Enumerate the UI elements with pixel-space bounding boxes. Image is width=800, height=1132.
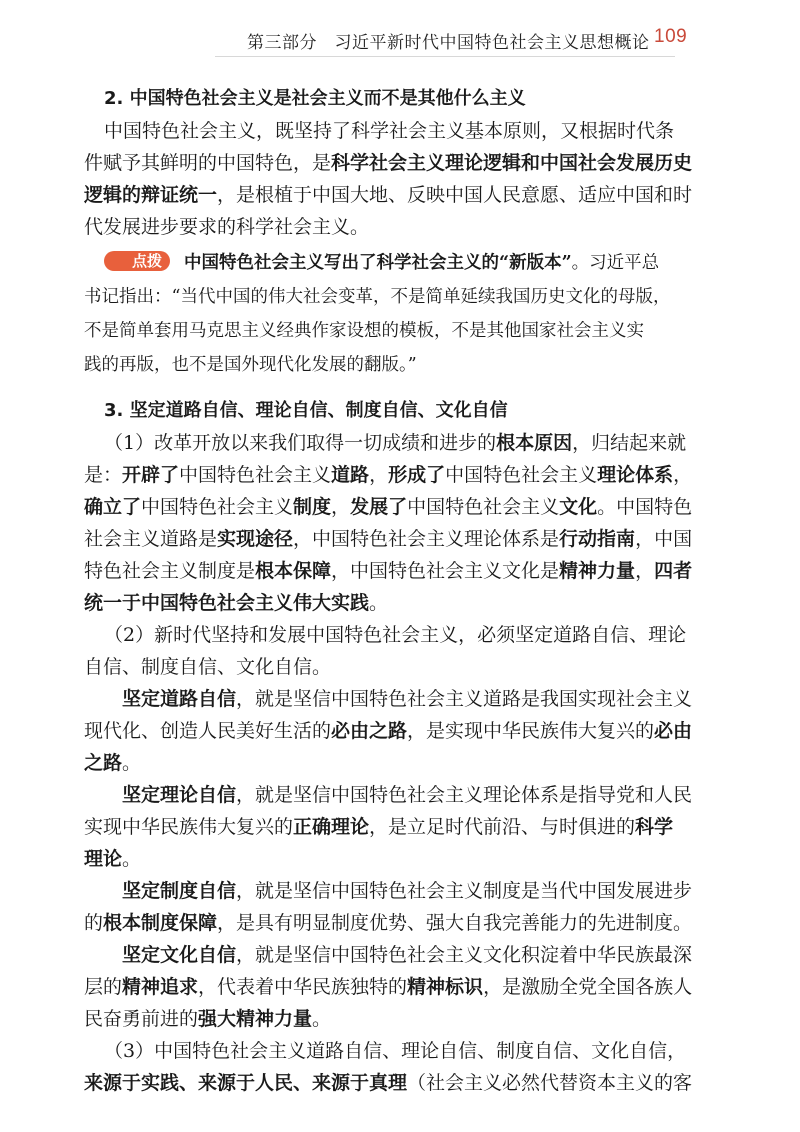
running-header xyxy=(0,22,800,56)
paragraph-line xyxy=(84,587,668,619)
text-run: （3）中国特色社会主义道路自信、理论自信、制度自信、文化自信， xyxy=(104,1040,687,1062)
text-run: 。 xyxy=(369,592,389,614)
bold-run: 精神标识 xyxy=(407,976,484,998)
paragraph-line xyxy=(84,811,674,843)
bold-run: 之路 xyxy=(84,752,123,774)
bold-run: 正确理论 xyxy=(293,816,370,838)
text-run: 中国特色社会主义 xyxy=(179,464,332,486)
bold-run: 来源于实践、来源于人民、来源于真理 xyxy=(84,1072,408,1094)
text-run: 。习近平总 xyxy=(571,253,660,273)
paragraph-line xyxy=(84,779,693,811)
tip-line xyxy=(84,314,668,348)
bold-run: 形成了 xyxy=(388,464,446,486)
bold-run: 理论 xyxy=(84,848,123,870)
section-2-heading: 2. 中国特色社会主义是社会主义而不是其他什么主义 xyxy=(104,88,526,109)
bold-run: 强大精神力量 xyxy=(198,1008,313,1030)
bold-run: 科学 xyxy=(635,816,674,838)
text-run: （社会主义必然代替资本主义的客 xyxy=(407,1072,693,1094)
bold-run: 文化 xyxy=(559,496,598,518)
text-run: 中国特色社会主义 xyxy=(445,464,598,486)
text-run: ，是立足时代前沿、与时俱进的 xyxy=(369,816,636,838)
paragraph-line xyxy=(84,907,693,939)
bold-run: 坚定理论自信 xyxy=(122,784,237,806)
paragraph-line xyxy=(84,747,668,779)
bold-run: 精神力量 xyxy=(559,560,636,582)
text-run: （1）改革开放以来我们取得一切成绩和进步的 xyxy=(104,432,497,454)
text-run: 。 xyxy=(312,1008,332,1030)
bold-run: 逻辑的辩证统一 xyxy=(84,184,218,206)
tip-line xyxy=(84,348,668,382)
bold-run: 开辟了 xyxy=(122,464,180,486)
paragraph-line xyxy=(84,1003,668,1035)
tip-badge: 点拨 xyxy=(104,251,170,271)
text-run: ， xyxy=(369,464,389,486)
bold-run: 坚定制度自信 xyxy=(122,880,237,902)
text-run: ，就是坚信中国特色社会主义道路是我国实现社会主义 xyxy=(236,688,693,710)
paragraph-line xyxy=(84,843,668,875)
text-run: ，是根植于中国大地、反映中国人民意愿、适应中国和时 xyxy=(217,184,693,206)
text-run: 特色社会主义制度是 xyxy=(84,560,256,582)
bold-run: 中国特色社会主义写出了科学社会主义的“新版本” xyxy=(184,253,572,273)
text-run: ，是激励全党全国各族人 xyxy=(483,976,693,998)
tip-line xyxy=(84,246,668,280)
text-run: 书记指出：“当代中国的伟大社会变革，不是简单延续我国历史文化的母版， xyxy=(84,287,671,307)
paragraph-line xyxy=(84,683,693,715)
text-run: 。 xyxy=(122,752,142,774)
text-run: ，是具有明显制度优势、强大自我完善能力的先进制度。 xyxy=(217,912,693,934)
text-run: 代发展进步要求的科学社会主义。 xyxy=(84,216,370,238)
tip-box xyxy=(84,246,671,382)
text-run: ， xyxy=(673,464,693,486)
bold-run: 根本制度保障 xyxy=(103,912,218,934)
bold-run: 行动指南 xyxy=(559,528,636,550)
bold-run: 发展了 xyxy=(350,496,408,518)
paragraph-line xyxy=(84,1067,693,1099)
paragraph-line xyxy=(84,971,693,1003)
bold-run: 精神追求 xyxy=(122,976,199,998)
tip-line xyxy=(84,280,671,314)
text-run: ， xyxy=(331,496,351,518)
bold-run: 统一于中国特色社会主义伟大实践 xyxy=(84,592,370,614)
section-2 xyxy=(84,83,693,243)
bold-run: 根本保障 xyxy=(255,560,332,582)
bold-run: 制度 xyxy=(293,496,332,518)
text-run: ，是实现中华民族伟大复兴的 xyxy=(407,720,655,742)
header-title: 第三部分 习近平新时代中国特色社会主义思想概论 xyxy=(247,33,650,53)
paragraph-line xyxy=(84,555,693,587)
paragraph-line xyxy=(84,211,668,243)
text-run: 实现中华民族伟大复兴的 xyxy=(84,816,294,838)
text-run: 社会主义道路是 xyxy=(84,528,218,550)
text-run: ，就是坚信中国特色社会主义文化积淀着中华民族最深 xyxy=(236,944,693,966)
text-run: ，归结起来就 xyxy=(572,432,687,454)
bold-run: 必由 xyxy=(654,720,693,742)
section-3 xyxy=(84,395,693,1099)
text-run: 中国特色社会主义，既坚持了科学社会主义基本原则，又根据时代条 xyxy=(104,120,675,142)
bold-run: 根本原因 xyxy=(496,432,573,454)
paragraph-line xyxy=(84,459,693,491)
paragraph-line xyxy=(84,147,693,179)
text-run: 不是简单套用马克思主义经典作家设想的模板，不是其他国家社会主义实 xyxy=(84,321,644,341)
paragraph-line xyxy=(84,715,693,747)
bold-run: 必由之路 xyxy=(331,720,408,742)
paragraph-line xyxy=(84,523,693,555)
paragraph-line xyxy=(84,115,675,147)
text-run: 自信、制度自信、文化自信。 xyxy=(84,656,332,678)
text-run: 民奋勇前进的 xyxy=(84,1008,199,1030)
text-run: 。 xyxy=(122,848,142,870)
paragraph-line xyxy=(84,619,687,651)
text-run: ， xyxy=(635,560,655,582)
text-run: ，就是坚信中国特色社会主义制度是当代中国发展进步 xyxy=(236,880,693,902)
text-run: ，中国特色社会主义文化是 xyxy=(331,560,560,582)
text-run: 。中国特色 xyxy=(597,496,693,518)
bold-run: 坚定文化自信 xyxy=(122,944,237,966)
text-run: 现代化、创造人民美好生活的 xyxy=(84,720,332,742)
bold-run: 道路 xyxy=(331,464,370,486)
text-run: 中国特色社会主义 xyxy=(407,496,560,518)
text-run: 层的 xyxy=(84,976,123,998)
text-run: 件赋予其鲜明的中国特色，是 xyxy=(84,152,332,174)
text-run: 是： xyxy=(84,464,123,486)
bold-run: 理论体系 xyxy=(597,464,674,486)
text-run: 中国特色社会主义 xyxy=(141,496,294,518)
text-run: ，中国 xyxy=(635,528,693,550)
paragraph-line xyxy=(84,651,668,683)
section-3-heading: 3. 坚定道路自信、理论自信、制度自信、文化自信 xyxy=(104,400,508,421)
paragraph-line xyxy=(84,939,693,971)
text-run: （2）新时代坚持和发展中国特色社会主义，必须坚定道路自信、理论 xyxy=(104,624,687,646)
bold-run: 确立了 xyxy=(84,496,142,518)
paragraph-line xyxy=(84,179,693,211)
bold-run: 坚定道路自信 xyxy=(122,688,237,710)
text-run: 践的再版，也不是国外现代化发展的翻版。” xyxy=(84,355,417,375)
text-run: 的 xyxy=(84,912,104,934)
paragraph-line xyxy=(84,427,687,459)
bold-run: 科学社会主义理论逻辑和中国社会发展历史 xyxy=(331,152,693,174)
bold-run: 实现途径 xyxy=(217,528,294,550)
bold-run: 四者 xyxy=(654,560,693,582)
text-run: ，就是坚信中国特色社会主义理论体系是指导党和人民 xyxy=(236,784,693,806)
text-run: ，中国特色社会主义理论体系是 xyxy=(293,528,560,550)
page-number: 109 xyxy=(654,26,688,47)
paragraph-line xyxy=(84,875,693,907)
header-divider xyxy=(215,56,675,57)
paragraph-line xyxy=(84,1035,687,1067)
text-run: ，代表着中华民族独特的 xyxy=(198,976,408,998)
paragraph-line xyxy=(84,491,693,523)
